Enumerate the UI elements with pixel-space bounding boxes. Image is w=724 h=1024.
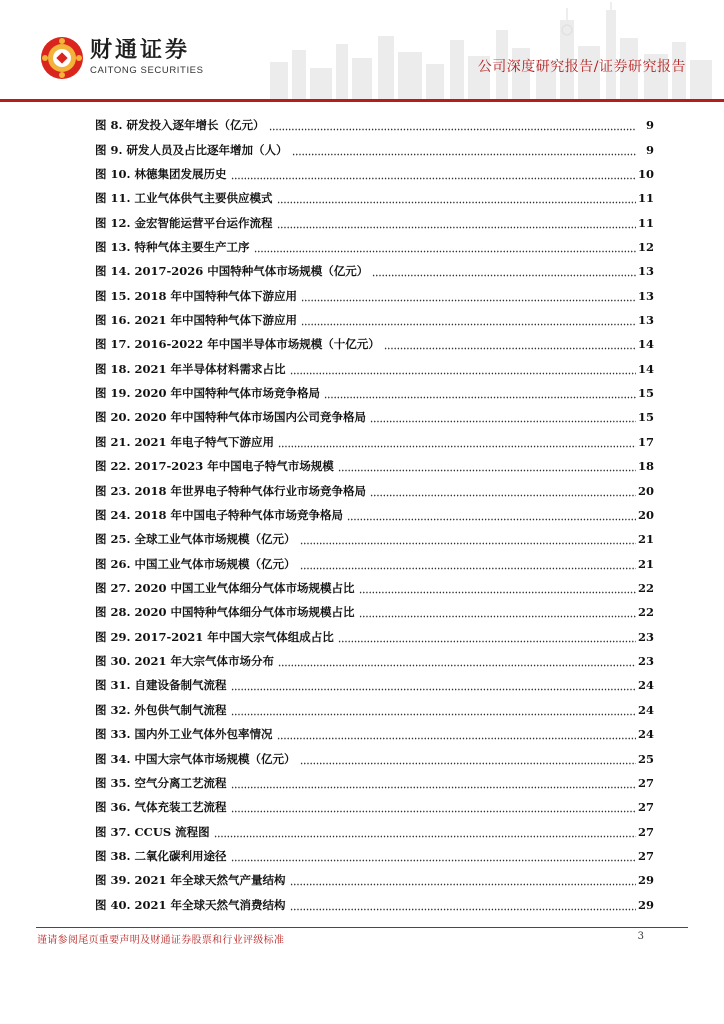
toc-entry[interactable] [95,430,654,454]
toc-entry-title: 图 30. 2021 年大宗气体市场分布 [95,654,275,669]
toc-entry[interactable] [95,722,654,746]
toc-entry-title: 图 18. 2021 年半导体材料需求占比 [95,361,286,376]
toc-entry-title: 图 16. 2021 年中国特种气体下游应用 [95,313,298,328]
dot-leader [300,753,636,765]
toc-entry-title: 图 12. 金宏智能运营平台运作流程 [95,215,273,230]
footer-divider [36,927,688,928]
toc-entry-page: 27 [638,800,655,815]
toc-entry[interactable] [95,259,654,283]
toc-entry-title: 图 35. 空气分离工艺流程 [95,775,227,790]
toc-entry-title: 图 37. CCUS 流程图 [95,824,210,839]
toc-entry-page: 11 [638,215,655,230]
toc-entry-page: 12 [638,239,655,254]
toc-entry-title: 图 36. 气体充装工艺流程 [95,800,227,815]
dot-leader [231,850,636,862]
figure-index-list [95,113,654,917]
toc-entry[interactable] [95,576,654,600]
toc-entry[interactable] [95,893,654,917]
toc-entry[interactable] [95,503,654,527]
city-skyline-graphic [260,0,724,100]
report-type-label: 公司深度研究报告/证券研究报告 [477,59,686,75]
dot-leader [290,899,636,911]
toc-entry-page: 23 [638,629,655,644]
brand-name-en: CAITONG SECURITIES [90,65,204,76]
toc-entry-title: 图 31. 自建设备制气流程 [95,678,227,693]
dot-leader [292,144,636,156]
toc-entry[interactable] [95,600,654,624]
toc-entry-page: 29 [638,897,655,912]
footer-disclaimer: 谨请参阅尾页重要声明及财通证券股票和行业评级标准 [37,935,285,946]
brand-name-cn: 财通证券 [90,38,191,63]
toc-entry-page: 15 [638,410,655,425]
toc-entry[interactable] [95,210,654,234]
toc-entry-title: 图 20. 2020 年中国特种气体市场国内公司竞争格局 [95,410,367,425]
toc-entry-title: 图 27. 2020 中国工业气体细分气体市场规模占比 [95,581,355,595]
toc-entry-page: 24 [638,702,655,717]
dot-leader [277,728,636,740]
toc-entry-page: 22 [638,581,655,595]
toc-entry[interactable] [95,698,654,722]
toc-entry-page: 14 [638,337,655,352]
toc-entry[interactable] [95,381,654,405]
toc-entry-title: 图 15. 2018 年中国特种气体下游应用 [95,288,298,303]
toc-entry-page: 9 [645,118,654,133]
toc-entry-title: 图 22. 2017-2023 年中国电子特气市场规模 [95,459,334,474]
dot-leader [231,679,636,691]
toc-entry[interactable] [95,673,654,697]
toc-entry-title: 图 10. 林德集团发展历史 [95,166,227,181]
toc-entry-title: 图 25. 全球工业气体市场规模（亿元） [95,532,296,547]
toc-entry[interactable] [95,137,654,161]
toc-entry-title: 图 39. 2021 年全球天然气产量结构 [95,873,286,888]
toc-entry-page: 11 [638,191,655,206]
toc-entry[interactable] [95,308,654,332]
toc-entry-page: 27 [638,775,655,790]
toc-entry-title: 图 34. 中国大宗气体市场规模（亿元） [95,751,296,766]
toc-entry[interactable] [95,332,654,356]
toc-entry-title: 图 33. 国内外工业气体外包率情况 [95,727,273,742]
caitong-logo-icon [40,36,84,80]
dot-leader [231,704,636,716]
toc-entry[interactable] [95,844,654,868]
toc-entry-page: 20 [638,507,655,522]
toc-entry[interactable] [95,649,654,673]
dot-leader [254,241,636,253]
dot-leader [359,606,636,618]
dot-leader [231,777,636,789]
toc-entry-page: 10 [638,166,655,181]
dot-leader [300,558,636,570]
dot-leader [278,655,636,667]
toc-entry-title: 图 17. 2016-2022 年中国半导体市场规模（十亿元） [95,337,380,352]
toc-entry-title: 图 29. 2017-2021 年中国大宗气体组成占比 [95,629,334,644]
dot-leader [301,314,636,326]
toc-entry[interactable] [95,113,654,137]
dot-leader [338,631,636,643]
dot-leader [300,533,636,545]
dot-leader [370,411,636,423]
toc-entry-page: 27 [638,848,655,863]
toc-entry-title: 图 8. 研发投入逐年增长（亿元） [95,118,265,133]
dot-leader [290,363,636,375]
toc-entry[interactable] [95,771,654,795]
dot-leader [384,338,636,350]
toc-entry-page: 24 [638,727,655,742]
toc-entry[interactable] [95,162,654,186]
toc-entry-title: 图 32. 外包供气制气流程 [95,702,227,717]
toc-entry-page: 24 [638,678,655,693]
toc-entry[interactable] [95,454,654,478]
toc-entry-page: 13 [638,288,655,303]
dot-leader [324,387,636,399]
toc-entry[interactable] [95,235,654,259]
toc-entry-page: 29 [638,873,655,888]
toc-entry-page: 13 [638,264,655,279]
toc-entry-title: 图 13. 特种气体主要生产工序 [95,239,250,254]
dot-leader [269,119,636,131]
toc-entry[interactable] [95,527,654,551]
dot-leader [231,168,636,180]
company-logo [40,36,204,80]
dot-leader [277,192,636,204]
toc-entry-page: 22 [638,605,655,620]
toc-entry[interactable] [95,819,654,843]
dot-leader [359,582,636,594]
toc-entry[interactable] [95,357,654,381]
dot-leader [372,265,636,277]
dot-leader [347,509,636,521]
toc-entry-title: 图 14. 2017-2026 中国特种气体市场规模（亿元） [95,264,369,279]
toc-entry-page: 21 [638,556,655,571]
page-number: 3 [637,931,644,942]
toc-entry-page: 14 [638,361,655,376]
toc-entry[interactable] [95,284,654,308]
toc-entry[interactable] [95,746,654,770]
toc-entry-page: 20 [638,483,655,498]
header-divider [0,99,724,102]
toc-entry[interactable] [95,186,654,210]
toc-entry-title: 图 21. 2021 年电子特气下游应用 [95,434,275,449]
toc-entry[interactable] [95,625,654,649]
toc-entry[interactable] [95,795,654,819]
toc-entry-title: 图 9. 研发人员及占比逐年增加（人） [95,142,288,157]
dot-leader [290,874,636,886]
toc-entry[interactable] [95,868,654,892]
toc-entry-title: 图 28. 2020 中国特种气体细分气体市场规模占比 [95,605,355,620]
dot-leader [370,485,636,497]
toc-entry-page: 9 [645,142,654,157]
toc-entry-page: 13 [638,313,655,328]
toc-entry-title: 图 26. 中国工业气体市场规模（亿元） [95,556,296,571]
toc-entry-page: 17 [638,434,655,449]
toc-entry[interactable] [95,478,654,502]
toc-entry-title: 图 19. 2020 年中国特种气体市场竞争格局 [95,386,321,401]
toc-entry-title: 图 11. 工业气体供气主要供应模式 [95,191,273,206]
dot-leader [277,217,636,229]
toc-entry-page: 25 [638,751,655,766]
dot-leader [214,826,636,838]
toc-entry[interactable] [95,405,654,429]
dot-leader [338,460,636,472]
toc-entry-page: 27 [638,824,655,839]
dot-leader [278,436,636,448]
toc-entry-page: 15 [638,386,655,401]
toc-entry-title: 图 23. 2018 年世界电子特种气体行业市场竞争格局 [95,483,367,498]
page-header [0,0,724,104]
toc-entry-page: 23 [638,654,655,669]
toc-entry-page: 21 [638,532,655,547]
toc-entry[interactable] [95,551,654,575]
toc-entry-title: 图 38. 二氧化碳利用途径 [95,848,227,863]
dot-leader [231,801,636,813]
dot-leader [301,290,636,302]
toc-entry-title: 图 40. 2021 年全球天然气消费结构 [95,897,286,912]
toc-entry-page: 18 [638,459,655,474]
toc-entry-title: 图 24. 2018 年中国电子特种气体市场竞争格局 [95,507,344,522]
